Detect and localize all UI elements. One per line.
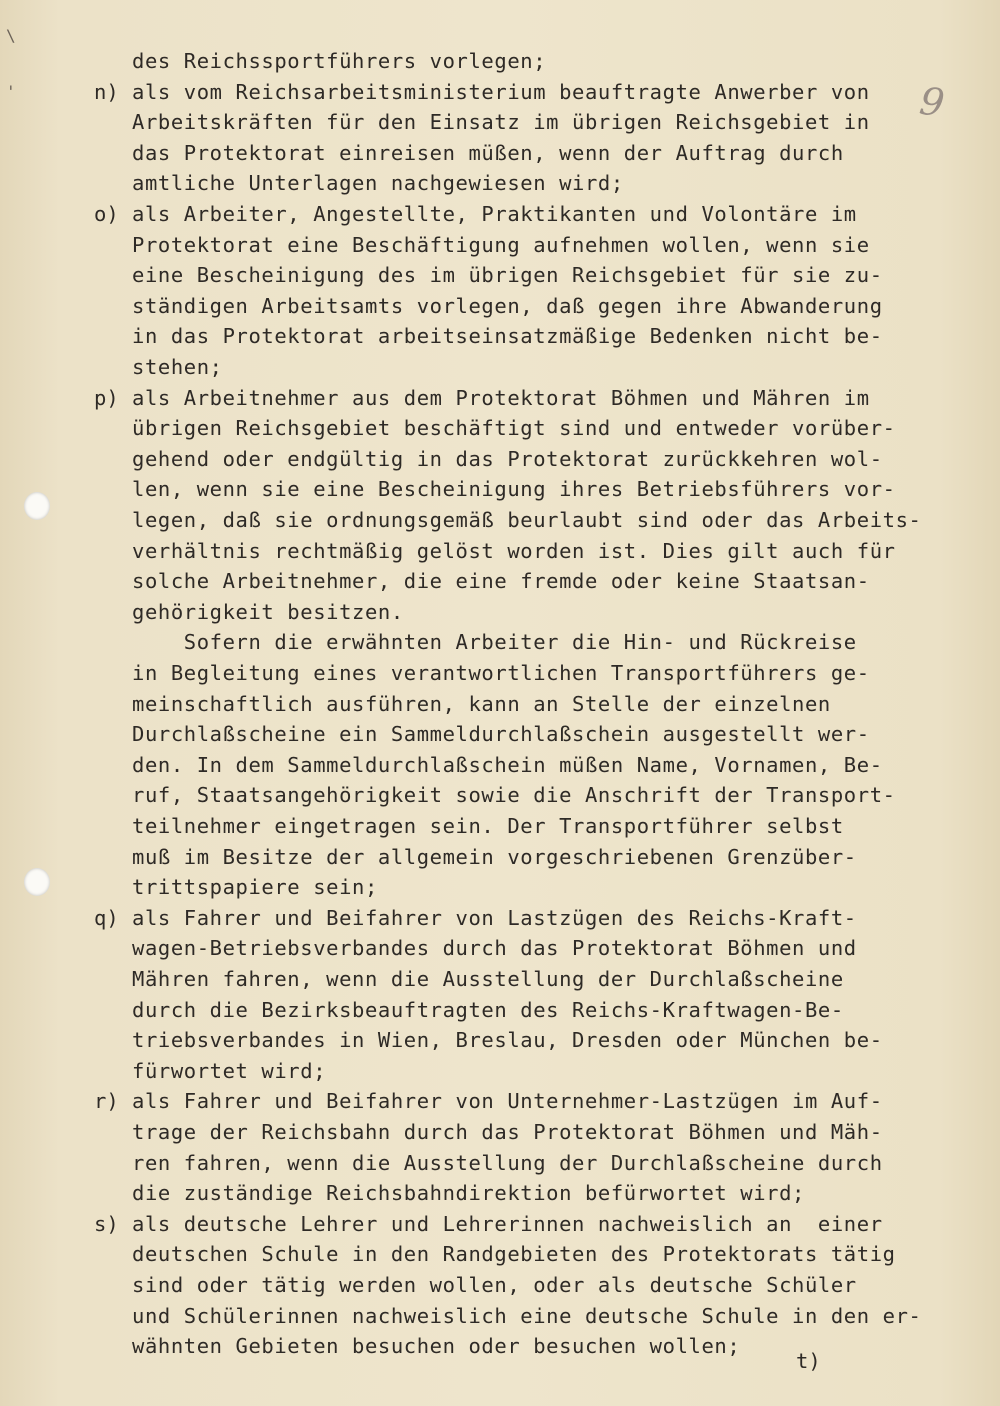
text-line: als Fahrer und Beifahrer von Lastzügen des Reichs-Kraft- xyxy=(132,905,857,930)
list-item-marker: o) xyxy=(94,202,119,226)
text-line: triebsverbandes in Wien, Breslau, Dresden oder München be- xyxy=(132,1028,883,1053)
text-line: in Begleitung eines verantwortlichen Transportführers ge- xyxy=(132,661,870,685)
punch-hole-lower xyxy=(24,868,50,896)
text-line: als Fahrer und Beifahrer von Unternehmer-Lastzügen im Auf- xyxy=(132,1089,883,1114)
text-line: fürwortet wird; xyxy=(132,1058,327,1083)
text-line: sind oder tätig werden wollen, oder als deutsche Schüler xyxy=(132,1273,857,1297)
punch-hole-upper xyxy=(24,492,50,520)
text-line: in das Protektorat arbeitseinsatzmäßige Bedenken nicht be- xyxy=(132,324,883,349)
text-line: verhältnis rechtmäßig gelöst worden ist. Dies gilt auch für xyxy=(132,538,896,563)
corner-mark-side: ' xyxy=(6,82,16,101)
text-line: gehend oder endgültig in das Protektorat zurückkehren wol- xyxy=(132,446,883,471)
text-line: eine Bescheinigung des im übrigen Reichsgebiet für sie zu- xyxy=(132,263,883,288)
text-line: trittspapiere sein; xyxy=(132,875,378,900)
text-line: ruf, Staatsangehörigkeit sowie die Anschrift der Transport- xyxy=(132,783,896,808)
text-line: als Arbeiter, Angestellte, Praktikanten und Volontäre im xyxy=(132,202,857,226)
text-line: meinschaftlich ausführen, kann an Stelle der einzelnen xyxy=(132,691,831,716)
text-line: Protektorat eine Beschäftigung aufnehmen wollen, wenn sie xyxy=(132,232,870,257)
text-line: deutschen Schule in den Randgebieten des Protektorats tätig xyxy=(132,1242,896,1267)
list-item-marker: q) xyxy=(94,905,119,930)
text-line: ständigen Arbeitsamts vorlegen, daß gegen ihre Abwanderung xyxy=(132,293,883,318)
list-item-marker: s) xyxy=(94,1211,119,1236)
text-line: die zuständige Reichsbahndirektion befürwortet wird; xyxy=(132,1181,805,1206)
text-line: stehen; xyxy=(132,355,223,379)
text-line: wagen-Betriebsverbandes durch das Protektorat Böhmen und xyxy=(132,936,857,961)
text-line: len, wenn sie eine Bescheinigung ihres Betriebsführers vor- xyxy=(132,477,896,502)
text-line: muß im Besitze der allgemein vorgeschriebenen Grenzüber- xyxy=(132,844,857,869)
text-line: ren fahren, wenn die Ausstellung der Durchlaßscheine durch xyxy=(132,1150,883,1175)
text-line: gehörigkeit besitzen. xyxy=(132,599,404,624)
text-line: durch die Bezirksbeauftragten des Reichs-Kraftwagen-Be- xyxy=(132,997,844,1022)
text-line: amtliche Unterlagen nachgewiesen wird; xyxy=(132,171,624,196)
text-line: legen, daß sie ordnungsgemäß beurlaubt sind oder das Arbeits- xyxy=(132,508,922,532)
handwritten-page-number: 9 xyxy=(917,78,948,126)
text-line: als vom Reichsarbeitsministerium beauftragte Anwerber von xyxy=(132,79,870,104)
continuation-marker: t) xyxy=(796,1349,821,1373)
text-line: und Schülerinnen nachweislich eine deutsche Schule in den er- xyxy=(132,1303,922,1328)
text-line: wähnten Gebieten besuchen oder besuchen wollen; xyxy=(132,1334,741,1359)
text-line: als deutsche Lehrer und Lehrerinnen nachweislich an einer xyxy=(132,1211,883,1236)
corner-mark-top: \ xyxy=(6,26,16,45)
list-item-marker: n) xyxy=(94,79,119,104)
text-line: Sofern die erwähnten Arbeiter die Hin- und Rückreise xyxy=(132,630,857,655)
text-line: als Arbeitnehmer aus dem Protektorat Böhmen und Mähren im xyxy=(132,385,870,410)
text-line: solche Arbeitnehmer, die eine fremde oder keine Staatsan- xyxy=(132,569,870,594)
text-line: Durchlaßscheine ein Sammeldurchlaßschein ausgestellt wer- xyxy=(132,722,870,747)
list-item-marker: p) xyxy=(94,385,119,410)
text-line: Mähren fahren, wenn die Ausstellung der Durchlaßscheine xyxy=(132,967,844,991)
text-line: des Reichssportführers vorlegen; xyxy=(132,49,547,73)
text-line: das Protektorat einreisen müßen, wenn der Auftrag durch xyxy=(132,140,844,165)
text-line: den. In dem Sammeldurchlaßschein müßen Name, Vornamen, Be- xyxy=(132,752,883,777)
text-line: teilnehmer eingetragen sein. Der Transportführer selbst xyxy=(132,814,844,838)
text-line: übrigen Reichsgebiet beschäftigt sind und entweder vorüber- xyxy=(132,416,896,441)
list-item-marker: r) xyxy=(94,1089,119,1114)
text-line: trage der Reichsbahn durch das Protektorat Böhmen und Mäh- xyxy=(132,1120,883,1144)
text-line: Arbeitskräften für den Einsatz im übrigen Reichsgebiet in xyxy=(132,110,870,135)
